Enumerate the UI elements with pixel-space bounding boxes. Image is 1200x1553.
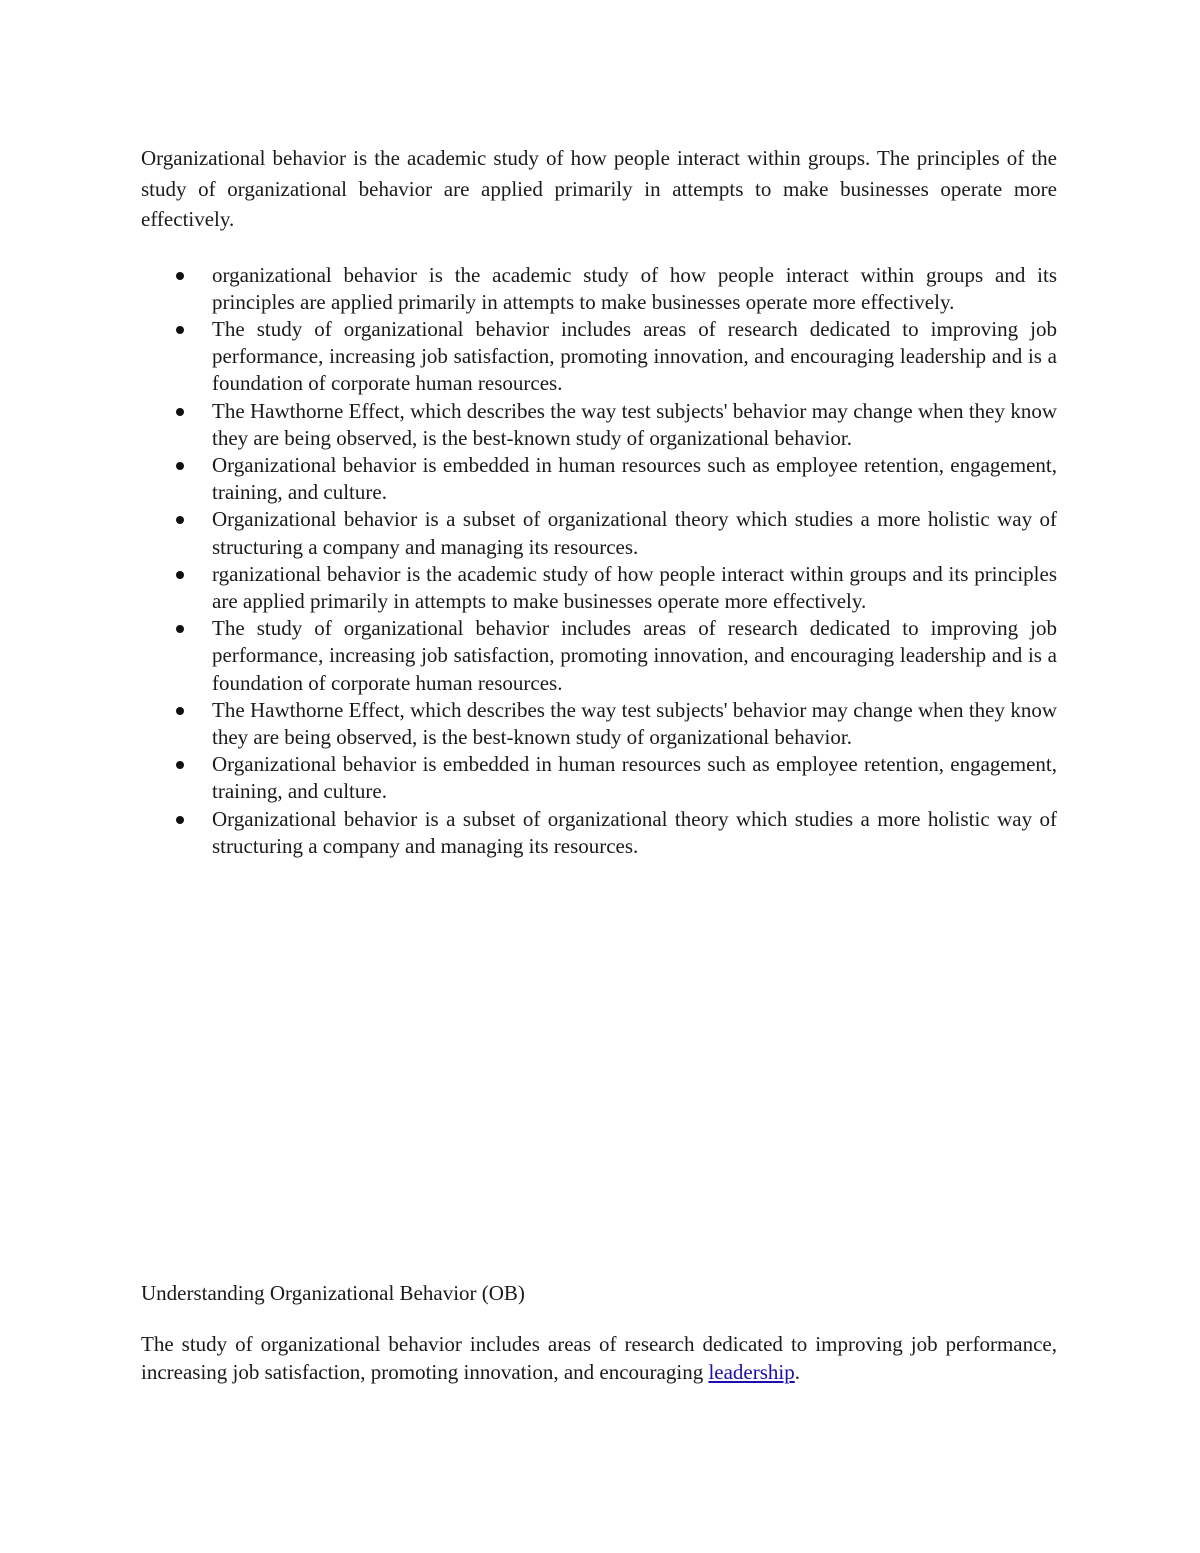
list-item-text: Organizational behavior is embedded in human resources such as employee retention, engagement, training, and culture.	[212, 452, 1057, 505]
intro-paragraph: Organizational behavior is the academic study of how people interact within groups. The principles of the study of organizational behavior are applied primarily in attempts to make businesses operate more effectively.	[141, 146, 1057, 231]
bullet-icon	[176, 625, 184, 633]
list-item	[141, 262, 1057, 316]
list-item-text: Organizational behavior is embedded in human resources such as employee retention, engagement, training, and culture.	[212, 752, 1057, 804]
list-item	[141, 316, 1057, 398]
bullet-icon	[176, 571, 184, 579]
bullet-list	[141, 262, 1057, 860]
list-item-text: rganizational behavior is the academic study of how people interact within groups and its principles are applied primarily in attempts to make businesses operate more effectively.	[212, 561, 1057, 613]
list-item	[141, 506, 1057, 560]
list-item	[141, 398, 1057, 452]
list-item-text: organizational behavior is the academic study of how people interact within groups and its principles are applied primarily in attempts to make businesses operate more effectively.	[212, 262, 1057, 314]
bullet-icon	[176, 516, 184, 524]
document-page	[141, 143, 1057, 860]
section-body	[141, 1331, 1057, 1386]
leadership-link[interactable]: leadership	[708, 1359, 795, 1384]
list-item	[141, 806, 1057, 860]
list-item-text: Organizational behavior is a subset of organizational theory which studies a more holistic way of structuring a company and managing its resources.	[212, 507, 1057, 559]
bullet-icon	[176, 272, 184, 280]
bullet-icon	[176, 408, 184, 416]
list-item	[141, 751, 1057, 805]
bullet-icon	[176, 707, 184, 715]
list-item-text: The Hawthorne Effect, which describes the way test subjects' behavior may change when they know they are being observed, is the best-known study of organizational behavior.	[212, 398, 1057, 450]
bullet-icon	[176, 462, 184, 470]
list-item	[141, 452, 1057, 506]
bullet-icon	[176, 761, 184, 769]
list-item-text: The study of organizational behavior includes areas of research dedicated to improving job performance, increasing job satisfaction, promoting innovation, and encouraging leadership and is a foundation of corporate human resources.	[212, 616, 1057, 695]
list-item	[141, 561, 1057, 615]
bullet-icon	[176, 816, 184, 824]
list-item-text: Organizational behavior is a subset of organizational theory which studies a more holistic way of structuring a company and managing its resources.	[212, 806, 1057, 858]
list-item-text: The study of organizational behavior includes areas of research dedicated to improving job performance, increasing job satisfaction, promoting innovation, and encouraging leadership and is a foundation of corporate human resources.	[212, 316, 1057, 396]
bullet-icon	[176, 326, 184, 334]
list-item-text: The Hawthorne Effect, which describes the way test subjects' behavior may change when they know they are being observed, is the best-known study of organizational behavior.	[212, 697, 1057, 749]
section-heading: Understanding Organizational Behavior (OB)	[141, 1281, 525, 1305]
list-item	[141, 615, 1057, 697]
section-body-trailing: .	[794, 1359, 800, 1384]
section-body-text: The study of organizational behavior includes areas of research dedicated to improving job performance, increasing job satisfaction, promoting innovation, and encouraging	[141, 1332, 1057, 1384]
list-item	[141, 697, 1057, 751]
